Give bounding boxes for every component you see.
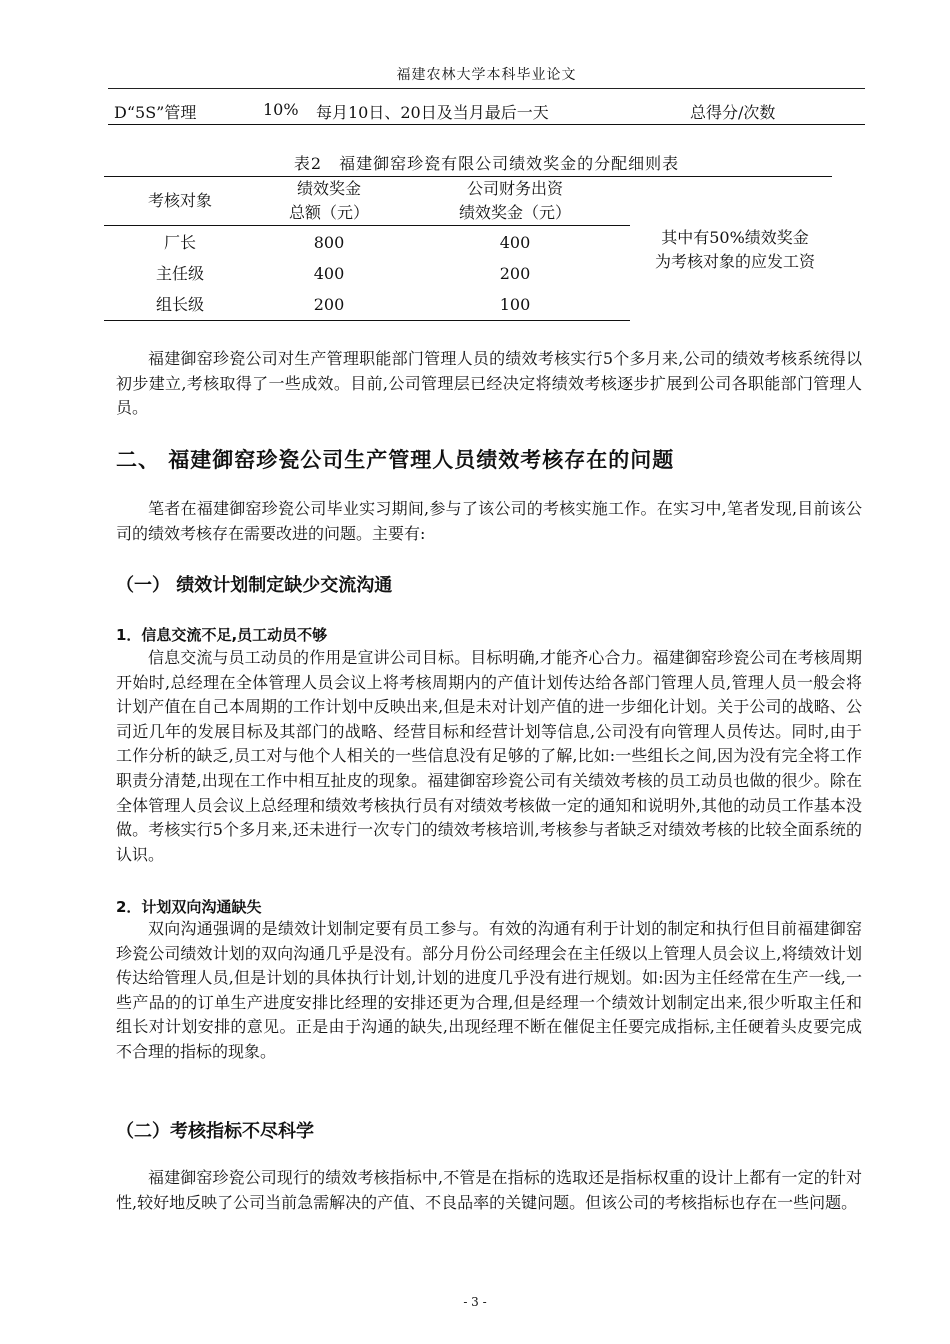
table2-row-object: 组长级 xyxy=(155,295,204,314)
table2-row-total: 200 xyxy=(313,295,345,314)
paragraph-2: 笔者在福建御窑珍瓷公司毕业实习期间,参与了该公司的考核实施工作。在实习中,笔者发现,目前该公司的绩效考核存在需要改进的问题。主要有: xyxy=(116,499,862,543)
page-number: - 3 - xyxy=(463,1295,487,1309)
item-heading-2: 2．计划双向沟通缺失 xyxy=(116,898,262,916)
table2-row-finance: 400 xyxy=(499,233,531,252)
table1-method: 总得分/次数 xyxy=(690,103,776,122)
paragraph-5: 福建御窑珍瓷公司现行的绩效考核指标中,不管是在指标的选取还是指标权重的设计上都有一定的针对性,较好地反映了公司当前急需解决的产值、不良品率的关键问题。但该公司的考核指标也存在一些问题。 xyxy=(116,1168,862,1212)
item-heading-1: 1．信息交流不足,员工动员不够 xyxy=(116,626,328,644)
table2-note-l1: 其中有50%绩效奖金 xyxy=(661,228,809,247)
table2-header-object: 考核对象 xyxy=(147,191,212,210)
table1-weight: 10% xyxy=(263,100,299,119)
table1-time: 每月10日、20日及当月最后一天 xyxy=(316,103,549,122)
table1-item: D“5S”管理 xyxy=(114,103,197,122)
table2-header-total-l1: 绩效奖金 xyxy=(296,179,361,198)
table2-row-total: 800 xyxy=(313,233,345,252)
table2-row-object: 厂长 xyxy=(163,233,196,252)
subsection-heading-1: （一） 绩效计划制定缺少交流沟通 xyxy=(116,575,393,596)
table2-row-finance: 200 xyxy=(499,264,531,283)
paragraph-4: 双向沟通强调的是绩效计划制定要有员工参与。有效的沟通有利于计划的制定和执行但目前福建御窑珍瓷公司绩效计划的双向沟通几乎是没有。部分月份公司经理会在主任级以上管理人员会议上,将绩效计划传达给管理人员,但是计划的具体执行计划,计划的进度几乎没有进行规划。如:因为主任经常在生产一线,一些产品的的订单生产进度安排比经理的安排还更为合理,但是经理一个绩效计划制定出来,很少听取主任和组长对计划安排的意见。正是由于沟通的缺失,出现经理不断在催促主任要完成指标,主任硬着头皮要完成不合理的指标的现象。 xyxy=(116,919,862,1061)
table2-header-rule xyxy=(104,225,630,226)
page-header: 福建农林大学本科毕业论文 xyxy=(108,64,865,89)
table1-last-row xyxy=(108,98,865,125)
table2-note-l2: 为考核对象的应发工资 xyxy=(654,252,815,271)
table2-row-total: 400 xyxy=(313,264,345,283)
table2-row-object: 主任级 xyxy=(155,264,204,283)
table2-header-finance-l1: 公司财务出资 xyxy=(466,179,563,198)
table2-header-total-l2: 总额（元） xyxy=(288,203,369,222)
subsection-heading-2: （二）考核指标不尽科学 xyxy=(116,1121,314,1142)
section-heading-2: 二、 福建御窑珍瓷公司生产管理人员绩效考核存在的问题 xyxy=(116,448,675,472)
table2-bottom-rule xyxy=(104,320,630,321)
paragraph-1: 福建御窑珍瓷公司对生产管理职能部门管理人员的绩效考核实行5个多月来,公司的绩效考核系统得以初步建立,考核取得了一些成效。目前,公司管理层已经决定将绩效考核逐步扩展到公司各职能部门管理人员。 xyxy=(116,349,862,418)
table2-row-finance: 100 xyxy=(499,295,531,314)
table2-caption: 表2 福建御窑珍瓷有限公司绩效奖金的分配细则表 xyxy=(293,154,680,173)
paragraph-3: 信息交流与员工动员的作用是宣讲公司目标。目标明确,才能齐心合力。福建御窑珍瓷公司在考核周期开始时,总经理在全体管理人员会议上将考核周期内的产值计划传达给各部门管理人员,管理人员一般会将计划产值在自己本周期的工作计划中反映出来,但是未对计划产值的进一步细化计划。关于公司的战略、公司近几年的发展目标及其部门的战略、经营目标和经营计划等信息,公司没有向管理人员传达。同时,由于工作分析的缺乏,员工对与他个人相关的一些信息没有足够的了解,比如:一些组长之间,因为没有完全将工作职责分清楚,出现在工作中相互扯皮的现象。福建御窑珍瓷公司有关绩效考核的员工动员也做的很少。除在全体管理人员会议上总经理和绩效考核执行员有对绩效考核做一定的通知和说明外,其他的动员工作基本没做。考核实行5个多月来,还未进行一次专门的绩效考核培训,考核参与者缺乏对绩效考核的比较全面系统的认识。 xyxy=(116,648,862,864)
table2-header-finance-l2: 绩效奖金（元） xyxy=(458,203,571,222)
